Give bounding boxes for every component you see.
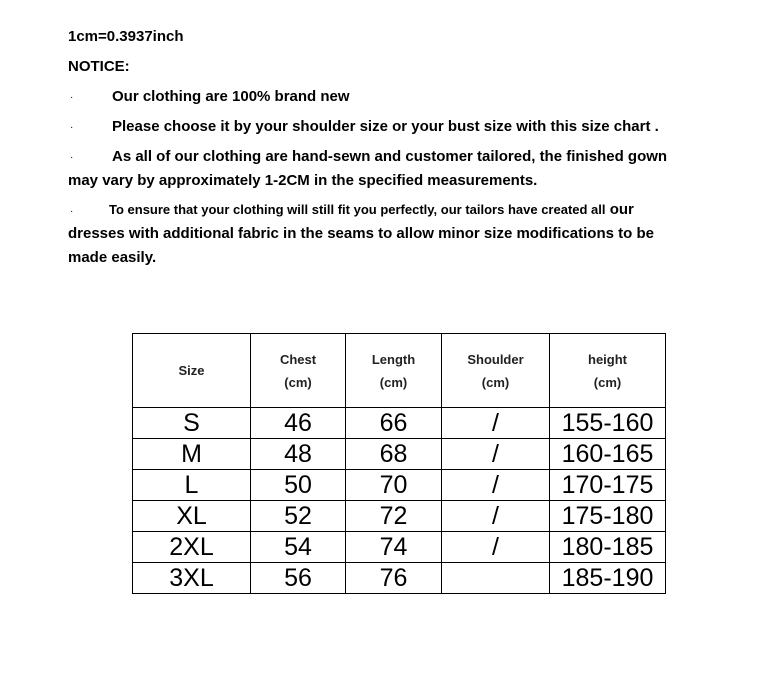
cell-size: L bbox=[133, 470, 251, 501]
cell-length: 68 bbox=[346, 439, 442, 470]
cell-chest: 52 bbox=[251, 501, 346, 532]
table-row bbox=[133, 501, 666, 532]
cell-size: S bbox=[133, 408, 251, 439]
notice-line-4-end: our bbox=[609, 201, 634, 218]
table-row bbox=[133, 408, 666, 439]
notice-line-1: Our clothing are 100% brand new bbox=[112, 88, 350, 105]
header-height: height (cm) bbox=[550, 334, 666, 408]
header-size: Size bbox=[133, 334, 251, 408]
table-row bbox=[133, 439, 666, 470]
table-header-row bbox=[133, 334, 666, 408]
cell-height: 155-160 bbox=[550, 408, 666, 439]
notice-line-4-cont-2: made easily. bbox=[68, 249, 157, 266]
table-row bbox=[133, 563, 666, 594]
cell-size: 3XL bbox=[133, 563, 251, 594]
cell-length: 66 bbox=[346, 408, 442, 439]
cell-shoulder: / bbox=[442, 501, 550, 532]
notice-line-2: Please choose it by your shoulder size or your bust size with this size chart . bbox=[112, 118, 659, 135]
cell-length: 70 bbox=[346, 470, 442, 501]
conversion-note: 1cm=0.3937inch bbox=[68, 28, 184, 45]
cell-shoulder: / bbox=[442, 532, 550, 563]
cell-chest: 46 bbox=[251, 408, 346, 439]
cell-height: 160-165 bbox=[550, 439, 666, 470]
cell-height: 185-190 bbox=[550, 563, 666, 594]
bullet-3: · bbox=[70, 152, 74, 163]
table-row bbox=[133, 470, 666, 501]
cell-chest: 56 bbox=[251, 563, 346, 594]
cell-shoulder: / bbox=[442, 408, 550, 439]
cell-size: M bbox=[133, 439, 251, 470]
notice-line-3-cont: may vary by approximately 1-2CM in the specified measurements. bbox=[68, 172, 538, 189]
header-length: Length (cm) bbox=[346, 334, 442, 408]
notice-line-4-cont: dresses with additional fabric in the seams to allow minor size modifications to be bbox=[68, 225, 654, 242]
cell-length: 72 bbox=[346, 501, 442, 532]
notice-line-4 bbox=[109, 201, 634, 219]
notice-title: NOTICE: bbox=[68, 58, 130, 75]
cell-size: 2XL bbox=[133, 532, 251, 563]
notice-line-4-small: To ensure that your clothing will still fit you perfectly, our tailors have created all bbox=[109, 202, 606, 217]
cell-height: 180-185 bbox=[550, 532, 666, 563]
cell-shoulder bbox=[442, 563, 550, 594]
cell-height: 175-180 bbox=[550, 501, 666, 532]
cell-height: 170-175 bbox=[550, 470, 666, 501]
cell-chest: 48 bbox=[251, 439, 346, 470]
header-shoulder: Shoulder (cm) bbox=[442, 334, 550, 408]
cell-length: 76 bbox=[346, 563, 442, 594]
size-chart-table bbox=[132, 333, 666, 594]
bullet-1: · bbox=[70, 92, 74, 103]
header-chest: Chest (cm) bbox=[251, 334, 346, 408]
notice-line-3: As all of our clothing are hand-sewn and customer tailored, the finished gown bbox=[112, 148, 668, 165]
bullet-2: · bbox=[70, 122, 74, 133]
cell-shoulder: / bbox=[442, 470, 550, 501]
cell-shoulder: / bbox=[442, 439, 550, 470]
cell-chest: 54 bbox=[251, 532, 346, 563]
bullet-4: · bbox=[70, 206, 74, 217]
cell-chest: 50 bbox=[251, 470, 346, 501]
table-row bbox=[133, 532, 666, 563]
cell-size: XL bbox=[133, 501, 251, 532]
cell-length: 74 bbox=[346, 532, 442, 563]
